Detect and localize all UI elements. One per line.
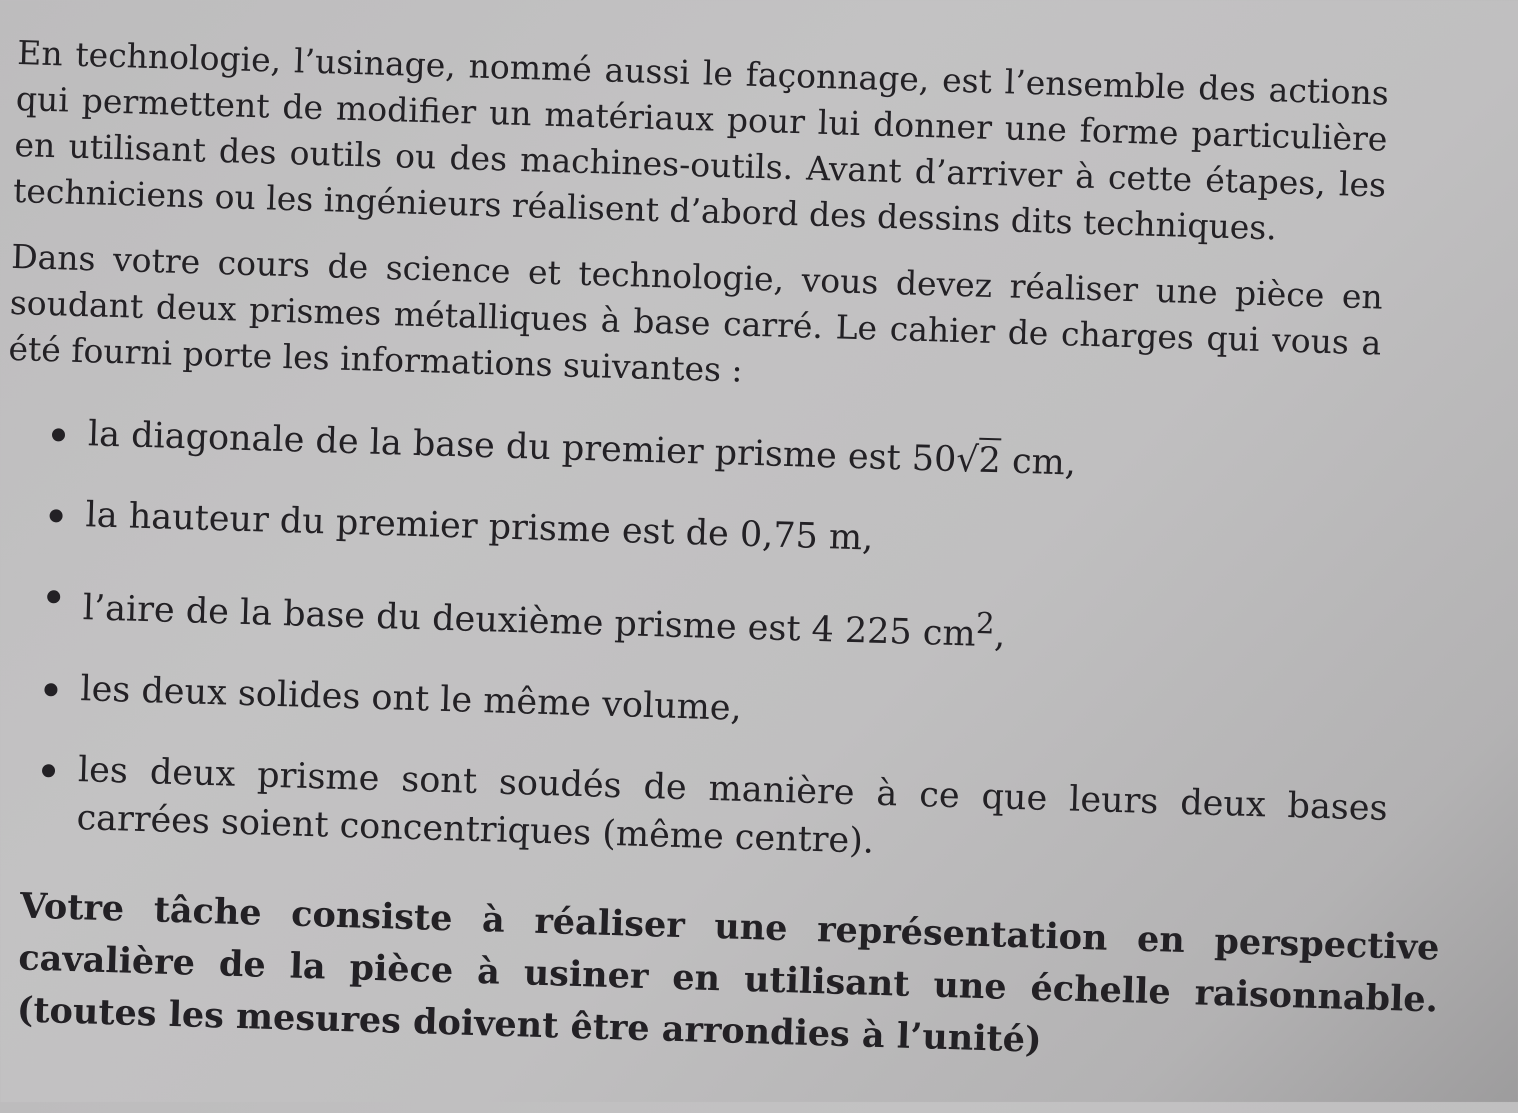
area-text-start: l’aire de la base du deuxième prisme est 4 225 cm [82,587,977,655]
list-item [76,746,1388,881]
list-item [85,491,1386,578]
bullet-text-welding: les deux prisme sont soudés de manière à ce que leurs deux bases carrées soient concentriques (même centre). [76,749,1389,862]
intro-paragraph: En technologie, l’usinage, nommé aussi le façonnage, est l’ensemble des actions qui permettent de modifier un matériaux pour lui donner une forme particulière en utilisant des outils ou des machines-outils. Avant d’arriver à cette étapes, les techniciens ou les ingénieurs réalisent d’abord des dessins dits techniques. [12,32,1390,248]
bullet-icon [49,509,62,522]
radical-sign: √ [955,440,980,481]
bullet-text-height: la hauteur du premier prisme est de 0,75 m, [85,495,874,559]
task-statement: Votre tâche consiste à réaliser une représentation en perspective cavalière de la pièce à usiner en utilisant une échelle raisonnable. (toutes les mesures doivent être arrondies à l’unité) [16,885,1441,1061]
diagonal-text-start: la diagonale de la base du premier prisme est 50 [87,414,957,481]
bullet-text-diagonal [87,414,1076,483]
bullet-text-area [82,588,1006,655]
diagonal-text-end: cm, [1000,441,1077,484]
exponent: 2 [975,605,996,641]
radicand: 2 [978,438,1002,482]
specifications-list [0,408,1388,880]
list-item [80,665,1381,752]
bullet-icon [42,764,55,777]
document-page [0,30,1457,1113]
area-text-end: , [993,614,1006,656]
list-item [87,410,1388,497]
bullet-text-volume: les deux solides ont le même volume, [79,668,743,729]
bullet-icon [47,590,60,603]
bullet-icon [52,428,65,441]
context-paragraph: Dans votre cours de science et technologie, vous devez réaliser une pièce en soudant deux prismes métalliques à base carré. Le cahier de charges qui vous a été fourni porte les informations suivantes : [7,236,1384,390]
list-item [82,572,1383,670]
bullet-icon [44,683,57,696]
